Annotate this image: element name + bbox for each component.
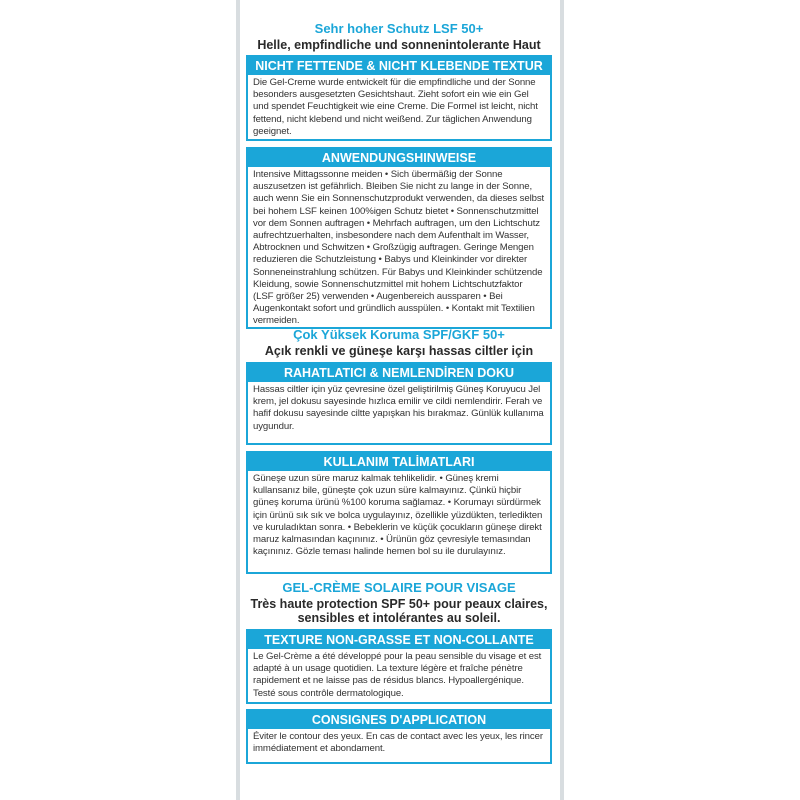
de-subtitle: Helle, empfindliche und sonnenintolerante Haut [257, 38, 541, 52]
de-title: Sehr hoher Schutz LSF 50+ [314, 21, 484, 36]
fr-title: GEL-CRÈME SOLAIRE POUR VISAGE [282, 580, 516, 595]
fr-subtitle-line-2: sensibles et intolérantes au soleil. [297, 611, 501, 625]
section-french [242, 580, 556, 764]
tr-subtitle: Açık renkli ve güneşe karşı hassas ciltler için [264, 344, 534, 358]
tr-texture-text: Hassas ciltler için yüz çevresine özel geliştirilmiş Güneş Koruyucu Jel krem, jel dokusu sayesinde hızlıca emilir ve cildi nemlendirir. Ferah ve hafif dokusu sayesinde ciltte yapışkan his bırakmaz. Günlük kullanıma uygundur. [253, 384, 544, 432]
fr-usage-box [246, 709, 552, 764]
package-edge-left [236, 0, 240, 800]
tr-usage-box [246, 451, 552, 574]
tr-texture-heading: RAHATLATICI & NEMLENDİREN DOKU [248, 364, 550, 382]
package-edge-right [560, 0, 564, 800]
fr-texture-heading: TEXTURE NON-GRASSE ET NON-COLLANTE [248, 631, 550, 649]
tr-title: Çok Yüksek Koruma SPF/GKF 50+ [293, 327, 505, 342]
de-texture-heading: NICHT FETTENDE & NICHT KLEBENDE TEXTUR [248, 57, 550, 75]
tr-usage-heading: KULLANIM TALİMATLARI [248, 453, 550, 471]
de-texture-text: Die Gel-Creme wurde entwickelt für die empfindliche und der Sonne besonders ausgesetzten Gesichtshaut. Zieht sofort ein wie ein Gel und spendet Feuchtigkeit wie eine Creme. Die Formel ist leicht, nicht fettend, nicht klebend und nicht weißend. Zur täglichen Anwendung geeignet. [253, 77, 538, 137]
de-usage-heading: ANWENDUNGSHINWEISE [248, 149, 550, 167]
de-texture-box [246, 55, 552, 141]
fr-subtitle-line-1: Très haute protection SPF 50+ pour peaux claires, [250, 597, 548, 611]
fr-texture-text: Le Gel-Crème a été développé pour la peau sensible du visage et est adapté à un usage quotidien. La texture légère et fraîche pénètre rapidement et ne laisse pas de résidus blancs. Hypoallergénique. Testé sous contrôle dermatologique. [253, 651, 542, 699]
product-label-panel [242, 0, 556, 800]
tr-usage-text: Güneşe uzun süre maruz kalmak tehlikelidir. • Güneş kremi kullansanız bile, güneşte çok uzun süre kalmayınız. Çünkü hiçbir güneş koruma ürünü %100 koruma sağlamaz. • Korumayı sürdürmek için ürünü sık sık ve bolca uygulayınız, özellikle yüzdükten, terledikten ve kuruladıktan sonra. • Bebeklerin ve küçük çocukların güneşe direkt maruz kalmasından kaçınınız. • Ürünün göz çevresiyle temasından kaçınınız. Gözle teması halinde hemen bol su ile durulayınız. [253, 473, 543, 558]
section-turkish [242, 327, 556, 574]
de-usage-box [246, 147, 552, 329]
de-usage-text: Intensive Mittagssonne meiden • Sich übermäßig der Sonne auszusetzen ist gefährlich. Bleiben Sie nicht zu lange in der Sonne, auch wenn Sie ein Sonnenschutzprodukt verwenden, da dieses selbst bei hohem LSF keinen 100%igen Schutz bietet • Sonnenschutzmittel vor dem Sonnen auftragen • Mehrfach auftragen, um den Lichtschutz aufrechtzuerhalten, insbesondere nach dem Aufenthalt im Wasser, Abtrocknen und Schwitzen • Großzügig auftragen. Geringe Mengen reduzieren die Schutzleistung • Babys und Kleinkinder vor direkter Sonneneinstrahlung schützen. Für Babys und Kleinkinder schützende Kleidung, sowie Sonnenschutzmittel mit hohem Lichtschutzfaktor (LSF größer 25) verwenden • Augenbereich aussparen • Bei Augenkontakt sofort und gründlich ausspülen. • Kontakt mit Textilien vermeiden. [253, 169, 545, 327]
tr-texture-box [246, 362, 552, 445]
section-german [242, 21, 556, 329]
fr-usage-text: Éviter le contour des yeux. En cas de contact avec les yeux, les rincer immédiatement et abondament. [253, 731, 543, 755]
fr-usage-heading: CONSIGNES D'APPLICATION [248, 711, 550, 729]
fr-texture-box [246, 629, 552, 704]
